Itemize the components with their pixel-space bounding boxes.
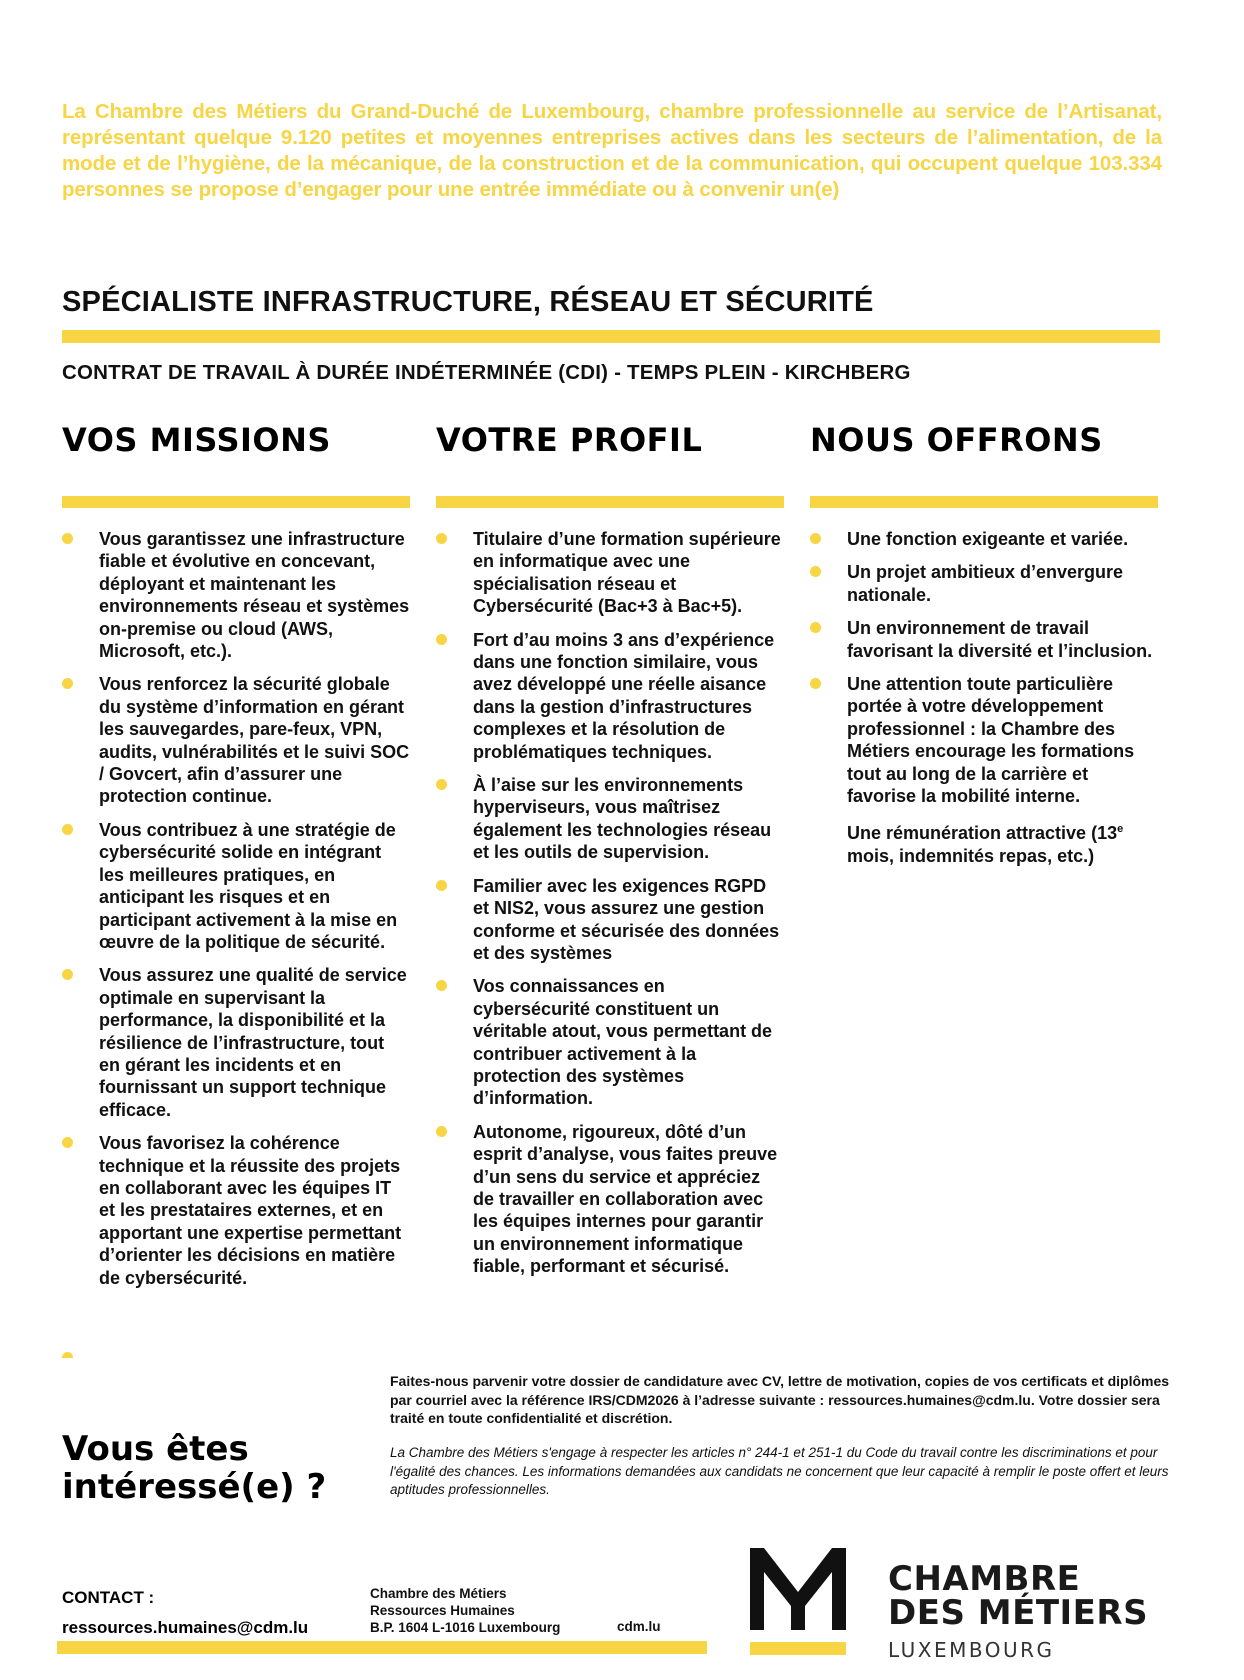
list-item: Fort d’au moins 3 ans d’expérience dans une fonction similaire, vous avez développé une réelle aisance dans la gestion d’infrastructures complexes et la résolution de problématiques techniques. bbox=[436, 629, 784, 763]
website-link[interactable]: cdm.lu bbox=[617, 1619, 661, 1634]
chambre-des-metiers-logo-icon bbox=[750, 1548, 846, 1656]
column-offer bbox=[810, 420, 1158, 878]
column-heading: VOS MISSIONS bbox=[62, 421, 331, 459]
list-item: Familier avec les exigences RGPD et NIS2, vous assurez une gestion conforme et sécurisée des données et des systèmes bbox=[436, 875, 784, 965]
interested-heading: Vous êtes intéressé(e) ? bbox=[62, 1429, 327, 1507]
bullet-icon bbox=[436, 1126, 447, 1137]
missions-list bbox=[62, 528, 410, 1289]
list-item: Vous garantissez une infrastructure fiable et évolutive en concevant, déployant et maintenant les environnements réseau et systèmes on-premise ou cloud (AWS, Microsoft, etc.). bbox=[62, 528, 410, 662]
contact-label: CONTACT : bbox=[62, 1588, 155, 1607]
postal-address: Chambre des Métiers Ressources Humaines B.P. 1604 L-1016 Luxembourg bbox=[370, 1586, 561, 1635]
column-divider bbox=[62, 496, 410, 508]
bullet-icon bbox=[810, 533, 821, 544]
list-item: Vous contribuez à une stratégie de cybersécurité solide en intégrant les meilleures pratiques, en anticipant les risques et en participant activement à la mise en œuvre de la politique de sécurité. bbox=[62, 819, 410, 953]
job-title: SPÉCIALISTE INFRASTRUCTURE, RÉSEAU ET SÉCURITÉ bbox=[62, 286, 874, 318]
bullet-icon bbox=[436, 880, 447, 891]
profile-list bbox=[436, 528, 784, 1278]
list-item: Vous renforcez la sécurité globale du système d’information en gérant les sauvegardes, pare-feux, VPN, audits, vulnérabilités et le suivi SOC / Govcert, afin d’assurer une protection continue. bbox=[62, 673, 410, 807]
contract-type: CONTRAT DE TRAVAIL À DURÉE INDÉTERMINÉE (CDI) - TEMPS PLEIN - KIRCHBERG bbox=[62, 361, 911, 384]
list-item: Une fonction exigeante et variée. bbox=[810, 528, 1158, 550]
bullet-icon bbox=[62, 533, 73, 544]
list-item: Vos connaissances en cybersécurité constituent un véritable atout, vous permettant de contribuer activement à la protection des systèmes d’information. bbox=[436, 975, 784, 1109]
contact-email-link[interactable]: ressources.humaines@cdm.lu bbox=[62, 1618, 309, 1637]
bullet-icon bbox=[62, 824, 73, 835]
column-heading: VOTRE PROFIL bbox=[436, 421, 703, 459]
title-divider bbox=[62, 330, 1160, 343]
column-divider bbox=[810, 496, 1158, 508]
bullet-icon bbox=[62, 678, 73, 689]
list-item: Un environnement de travail favorisant la diversité et l’inclusion. bbox=[810, 617, 1158, 662]
bullet-icon bbox=[436, 779, 447, 790]
bullet-icon bbox=[810, 566, 821, 577]
bullet-icon bbox=[436, 533, 447, 544]
intro-paragraph: La Chambre des Métiers du Grand-Duché de Luxembourg, chambre professionnelle au service de l’Artisanat, représentant quelque 9.120 petites et moyennes entreprises actives dans les secteurs de l’alimentation, de la mode et de l’hygiène, de la mécanique, de la construction et de la communication, qui occupent quelque 103.334 personnes se propose d’engager pour une entrée immédiate ou à convenir un(e) bbox=[62, 99, 1162, 201]
column-missions bbox=[62, 420, 410, 1300]
footer-divider bbox=[57, 1641, 707, 1654]
offer-list bbox=[810, 528, 1158, 867]
list-item: Une attention toute particulière portée à votre développement professionnel : la Chambre des Métiers encourage les formations tout au long de la carrière et favorise la mobilité interne. bbox=[810, 673, 1158, 807]
list-item: Titulaire d’une formation supérieure en informatique avec une spécialisation réseau et Cybersécurité (Bac+3 à Bac+5). bbox=[436, 528, 784, 618]
list-item: Vous favorisez la cohérence technique et la réussite des projets en collaborant avec les équipes IT et les prestataires externes, et en apportant une expertise permettant d’orienter les décisions en matière de cybersécurité. bbox=[62, 1132, 410, 1289]
bullet-icon bbox=[62, 1137, 73, 1148]
bullet-icon bbox=[810, 678, 821, 689]
logo-wordmark: CHAMBRE DES MÉTIERS LUXEMBOURG bbox=[888, 1559, 1149, 1662]
list-item: Un projet ambitieux d’envergure nationale. bbox=[810, 561, 1158, 606]
bullet-icon bbox=[810, 622, 821, 633]
bullet-icon bbox=[436, 980, 447, 991]
column-divider bbox=[436, 496, 784, 508]
bullet-icon bbox=[62, 969, 73, 980]
legal-notice: La Chambre des Métiers s'engage à respecter les articles n° 244-1 et 251-1 du Code du travail contre les discriminations et pour l'égalité des chances. Les informations demandées aux candidats ne concernent que leur capacité à remplir le poste offert et leurs aptitudes professionnelles. bbox=[390, 1445, 1169, 1497]
list-item: Vous assurez une qualité de service optimale en supervisant la performance, la disponibilité et la résilience de l’infrastructure, tout en gérant les incidents et en fournissant un support technique efficace. bbox=[62, 964, 410, 1121]
list-item: Une rémunération attractive (13e mois, indemnités repas, etc.) bbox=[847, 823, 1124, 866]
bullet-icon bbox=[436, 634, 447, 645]
application-instructions: Faites-nous parvenir votre dossier de candidature avec CV, lettre de motivation, copies de vos certificats et diplômes par courriel avec la référence IRS/CDM2026 à l’adresse suivante : ressources.humaines@cdm.lu. Votre dossier sera traité en toute confidentialité et discrétion. bbox=[390, 1373, 1170, 1426]
bullet-icon bbox=[62, 1352, 73, 1358]
list-item: Autonome, rigoureux, dôté d’un esprit d’analyse, vous faites preuve d’un sens du service et appréciez de travailler en collaboration avec les équipes internes pour garantir un environnement informatique fiable, performant et sécurisé. bbox=[436, 1121, 784, 1278]
column-profile bbox=[436, 420, 784, 1289]
list-item: À l’aise sur les environnements hyperviseurs, vous maîtrisez également les technologies réseau et les outils de supervision. bbox=[436, 774, 784, 864]
column-heading: NOUS OFFRONS bbox=[810, 421, 1103, 459]
